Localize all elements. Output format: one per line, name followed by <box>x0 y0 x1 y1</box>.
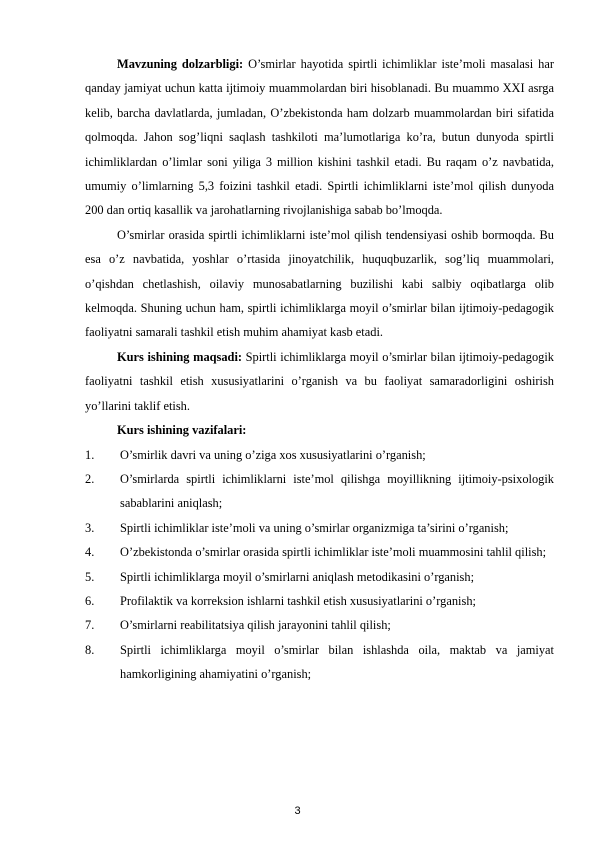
task-item <box>85 638 554 687</box>
task-text: Spirtli ichimliklar iste’moli va uning o’smirlar organizmiga ta’sirini o’rganish; <box>120 520 509 535</box>
task-text: Profilaktik va korreksion ishlarni tashkil etish xususiyatlarini o’rganish; <box>120 593 476 608</box>
tasks-list <box>85 443 554 687</box>
task-text: O’smirlarda spirtli ichimliklarni iste’mol qilishga moyillikning ijtimoiy-psixologik sabablarini aniqlash; <box>120 471 554 511</box>
task-number: 3. <box>85 520 95 535</box>
goal-paragraph <box>85 345 554 418</box>
goal-text: Spirtli ichimliklarga moyil o’smirlar bilan ijtimoiy-pedagogik faoliyatni tashkil etish xususiyatlarini o’rganish va bu faoliyat samaradorligini oshirish yo’llarini taklif etish. <box>85 349 555 413</box>
task-item <box>85 516 554 540</box>
task-number: 8. <box>85 642 95 657</box>
task-text: Spirtli ichimliklarga moyil o’smirlarni aniqlash metodikasini o’rganish; <box>120 569 475 584</box>
task-text: Spirtli ichimliklarga moyil o’smirlar bilan ishlashda oila, maktab va jamiyat hamkorligining ahamiyatini o’rganish; <box>120 642 554 682</box>
task-text: O’smirlarni reabilitatsiya qilish jarayonini tahlil qilish; <box>120 618 391 633</box>
tasks-heading: Kurs ishining vazifalari: <box>117 423 247 438</box>
document-body <box>85 52 554 687</box>
relevance-label: Mavzuning dolzarbligi: <box>117 57 244 71</box>
task-item <box>85 589 554 613</box>
task-number: 4. <box>85 545 95 560</box>
task-number: 2. <box>85 471 95 486</box>
goal-label: Kurs ishining maqsadi: <box>117 349 243 364</box>
trend-paragraph: O’smirlar orasida spirtli ichimliklarni iste’mol qilish tendensiyasi oshib bormoqda. Bu esa o’z navbatida, yoshlar o’rtasida jinoyatchilik, huquqbuzarlik, sog’liq muammolari, o’qishdan chetlashish, oilaviy munosabatlarning buzilishi kabi salbiy oqibatlarga olib kelmoqda. Shuning uchun ham, spirtli ichimliklarga moyil o’smirlar bilan ijtimoiy-pedagogik faoliyatni samarali tashkil etish muhim ahamiyat kasb etadi. <box>85 227 554 340</box>
task-item <box>85 565 554 589</box>
task-number: 7. <box>85 618 95 633</box>
task-text: O’smirlik davri va uning o’ziga xos xususiyatlarini o’rganish; <box>120 447 426 462</box>
task-number: 1. <box>85 447 95 462</box>
relevance-paragraph <box>85 52 554 223</box>
task-item <box>85 443 554 467</box>
task-item <box>85 613 554 637</box>
task-number: 5. <box>85 569 95 584</box>
task-text: O’zbekistonda o’smirlar orasida spirtli ichimliklar iste’moli muammosini tahlil qilish; <box>120 545 547 560</box>
task-item <box>85 467 554 516</box>
task-number: 6. <box>85 593 95 608</box>
page-number: 3 <box>294 805 301 817</box>
relevance-text: O’smirlar hayotida spirtli ichimliklar iste’moli masalasi har qanday jamiyat uchun katta ijtimoiy muammolardan biri hisoblanadi. Bu muammo XXI asrga kelib, barcha davlatlarda, jumladan, O’zbekistonda ham dolzarb muammolardan biri sifatida qolmoqda. Jahon sog’liqni saqlash tashkiloti ma’lumotlariga ko’ra, butun dunyoda spirtli ichimliklardan o’limlar soni yiliga 3 million kishini tashkil etadi. Bu raqam o’z navbatida, umumiy o’limlarning 5,3 foizini tashkil etadi. Spirtli ichimliklarni iste’mol qilish dunyoda 200 dan ortiq kasallik va jarohatlarning rivojlanishiga sabab bo’lmoqda. <box>85 57 555 218</box>
task-item <box>85 540 554 564</box>
